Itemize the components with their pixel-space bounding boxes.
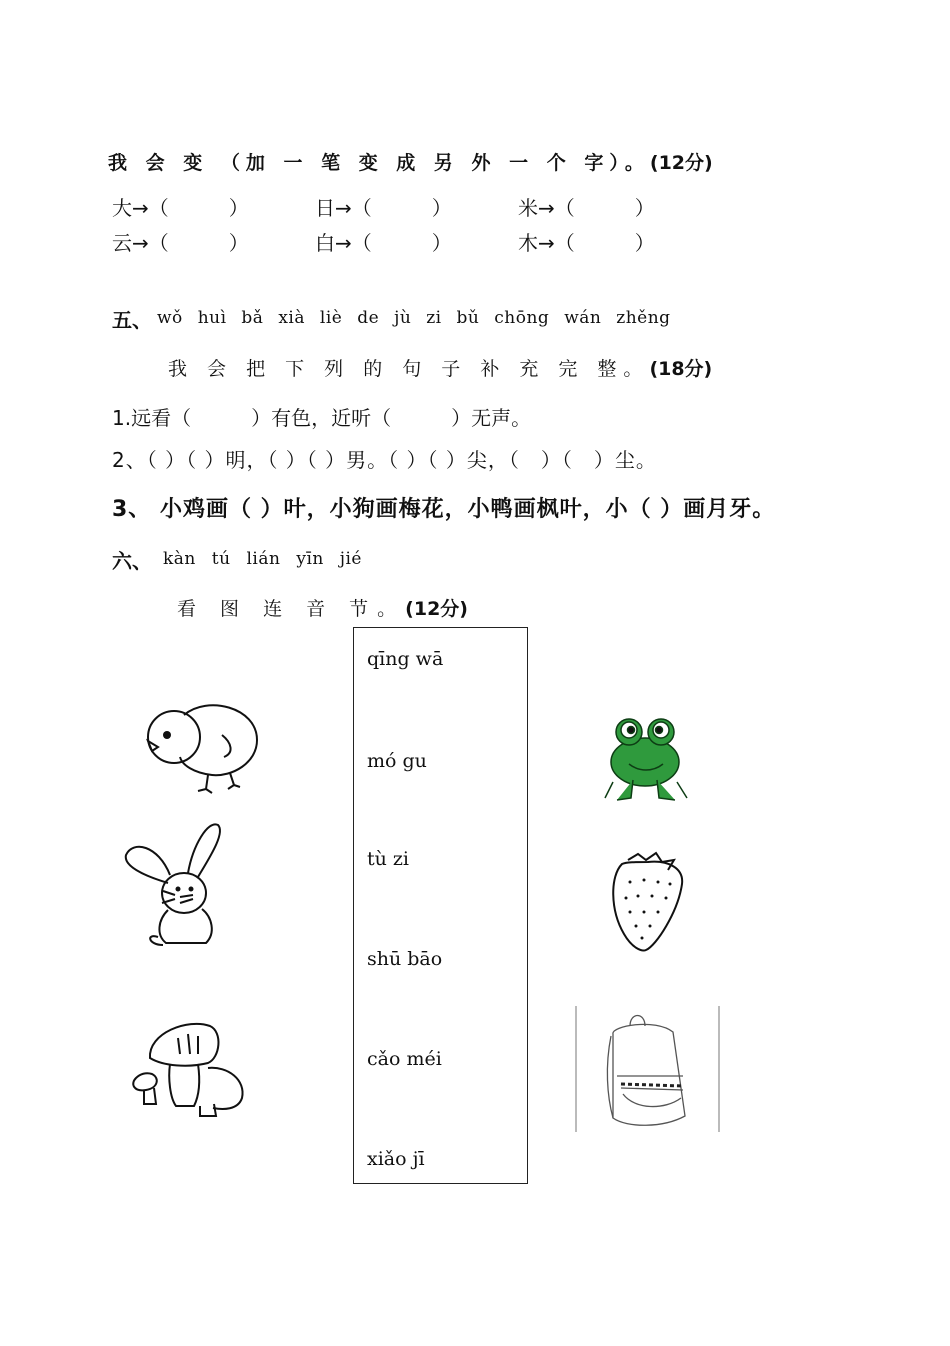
section6-number: 六、 (112, 549, 152, 573)
section6-title-text: 看 图 连 音 节。 (177, 598, 406, 620)
row2-item-3: 木→（ ） (518, 231, 655, 255)
box-item-shu-bao[interactable]: shū bāo (367, 948, 443, 970)
section4-title (108, 148, 713, 175)
backpack-picture[interactable] (575, 1006, 721, 1132)
box-item-mo-gu[interactable]: mó gu (367, 750, 427, 772)
section4-row2 (112, 227, 655, 256)
row1-item-2: 日→（ ） (315, 196, 452, 220)
section6-score: (12分) (405, 598, 468, 620)
strawberry-picture[interactable] (608, 850, 686, 953)
chick-picture[interactable] (112, 685, 287, 803)
mushroom-picture[interactable] (128, 1018, 248, 1126)
box-item-tu-zi[interactable]: tù zi (367, 848, 409, 870)
question-3: 3、 小鸡画（ ）叶，小狗画梅花，小鸭画枫叶，小（ ）画月牙。 (112, 497, 776, 522)
section5-score: (18分) (649, 358, 713, 380)
question-2: 2、（ ）（ ）明，（ ）（ ）男。（ ）（ ）尖，（ ）（ ）尘。 (112, 448, 657, 472)
frog-picture[interactable] (603, 710, 688, 802)
box-item-xiao-ji[interactable]: xiǎo jī (367, 1148, 425, 1170)
section6-title (177, 594, 468, 621)
section6-pinyin: kàn tú lián yīn jié (163, 549, 362, 569)
section5-number: 五、 (112, 308, 152, 332)
row2-item-2: 白→（ ） (315, 231, 452, 255)
box-item-cao-mei[interactable]: cǎo méi (367, 1048, 442, 1070)
row2-item-1: 云→（ ） (112, 231, 249, 255)
pinyin-box (353, 627, 528, 1184)
row1-item-1: 大→（ ） (112, 196, 249, 220)
rabbit-picture[interactable] (118, 815, 233, 950)
section5-title-text: 我 会 把 下 列 的 句 子 补 充 完 整。 (168, 358, 650, 380)
box-item-qing-wa[interactable]: qīng wā (367, 648, 444, 670)
section5-title (168, 354, 712, 381)
section5-pinyin: wǒ huì bǎ xià liè de jù zi bǔ chōng wán zhěng (157, 308, 671, 328)
section4-title-text: 我 会 变 （加 一 笔 变 成 另 外 一 个 字）。 (108, 152, 650, 174)
section4-row1 (112, 192, 655, 221)
row1-item-3: 米→（ ） (518, 196, 655, 220)
question-1: 1.远看（ ）有色，近听（ ）无声。 (112, 406, 532, 430)
section4-score: (12分) (649, 152, 713, 174)
